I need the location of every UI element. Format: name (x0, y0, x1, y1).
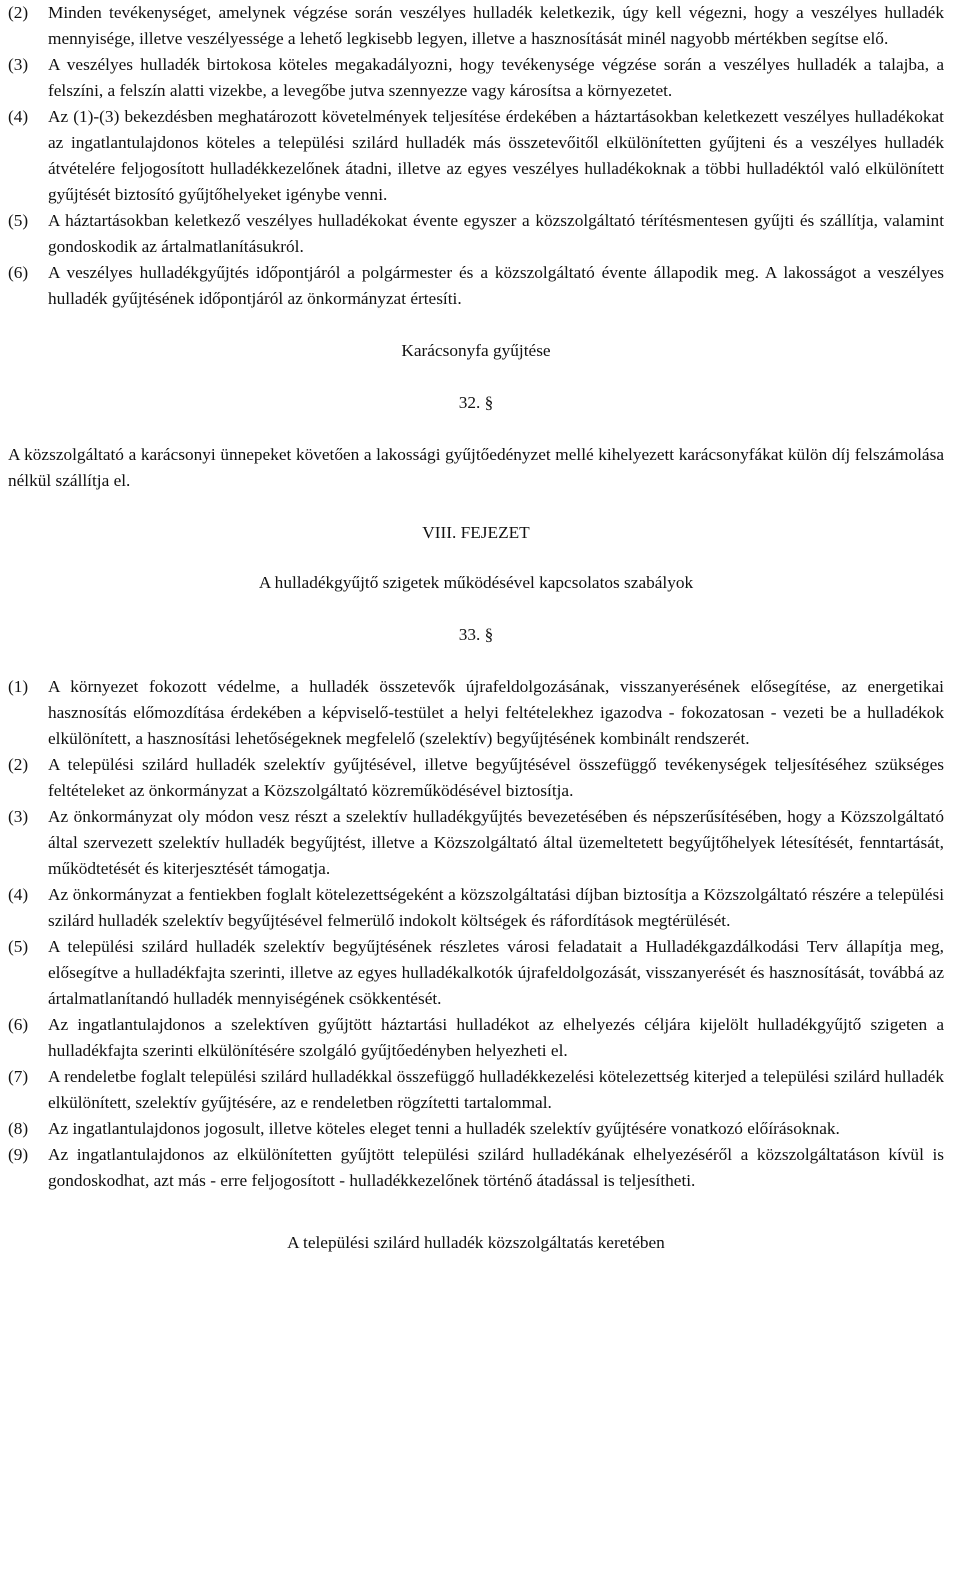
paragraph-number: (2) (8, 755, 29, 774)
paragraph-3 (8, 52, 944, 104)
section-33-number: 33. § (458, 625, 494, 644)
top-paragraphs (8, 0, 944, 312)
s33-paragraph-1 (8, 674, 944, 752)
s33-paragraph-7 (8, 1064, 944, 1116)
s33-paragraph-2 (8, 752, 944, 804)
paragraph-text: Az ingatlantulajdonos a szelektíven gyűjtött háztartási hulladékot az elhelyezés céljára kijelölt hulladékgyűjtő szigeten a hulladékfajta szerinti elkülönítésére szolgáló gyűjtőedényben helyezheti el. (48, 1015, 944, 1060)
section-32-title: Karácsonyfa gyűjtése (401, 341, 551, 360)
section-32-number: 32. § (458, 393, 494, 412)
paragraph-number: (1) (8, 677, 29, 696)
s33-paragraph-8 (8, 1116, 944, 1142)
paragraph-number: (4) (8, 885, 29, 904)
paragraph-number: (3) (8, 55, 29, 74)
chapter-label: VIII. FEJEZET (422, 523, 530, 542)
paragraph-text: Az önkormányzat oly módon vesz részt a szelektív hulladékgyűjtés bevezetésében és népszerűsítésében, hogy a Közszolgáltató által szervezett szelektív hulladék begyűjtést, illetve a Közszolgáltató által üzemeltetett begyűjtőhelyek létesítését, fenntartását, működtetését és kiterjesztését támogatja. (48, 807, 944, 878)
paragraph-text: A veszélyes hulladék birtokosa köteles megakadályozni, hogy tevékenysége végzése során a veszélyes hulladék a talajba, a felszíni, a felszín alatti vizekbe, a levegőbe jutva szennyezze vagy károsítsa a környezetet. (48, 55, 944, 100)
paragraph-text: Az ingatlantulajdonos jogosult, illetve köteles eleget tenni a hulladék szelektív gyűjtésére vonatkozó előírásoknak. (48, 1119, 840, 1138)
paragraph-text: Az önkormányzat a fentiekben foglalt kötelezettségeként a közszolgáltatási díjban biztosítja a Közszolgáltató részére a települési szilárd hulladék szelektív begyűjtésével felmerülő indokolt költségek és ráfordítások megtérülését. (48, 885, 944, 930)
document-page (8, 0, 944, 1256)
paragraph-number: (3) (8, 807, 29, 826)
paragraph-text: Az ingatlantulajdonos az elkülönítetten gyűjtött települési szilárd hulladékának elhelyezéséről a közszolgáltatáson kívül is gondoskodhat, azt más - erre feljogosított - hulladékkezelőnek történő átadással is teljesítheti. (48, 1145, 944, 1190)
paragraph-number: (4) (8, 107, 29, 126)
paragraph-4 (8, 104, 944, 208)
s33-paragraph-4 (8, 882, 944, 934)
paragraph-number: (5) (8, 937, 29, 956)
paragraph-5 (8, 208, 944, 260)
paragraph-text: Az (1)-(3) bekezdésben meghatározott követelmények teljesítése érdekében a háztartásokban keletkezett veszélyes hulladékokat az ingatlantulajdonos köteles a települési szilárd hulladék más összetevőitől elkülönítetten gyűjteni és a veszélyes hulladék átvételére feljogosított hulladékkezelőnek átadni, illetve az egyes veszélyes hulladékoknak a többi hulladéktól való elkülönített gyűjtését biztosító gyűjtőhelyeket igénybe venni. (48, 107, 944, 204)
paragraph-number: (6) (8, 1015, 29, 1034)
paragraph-number: (8) (8, 1119, 29, 1138)
paragraph-text: A veszélyes hulladékgyűjtés időpontjáról a polgármester és a közszolgáltató évente állapodik meg. A lakosságot a veszélyes hulladék gyűjtésének időpontjáról az önkormányzat értesíti. (48, 263, 944, 308)
paragraph-text: A rendeletbe foglalt települési szilárd hulladékkal összefüggő hulladékkezelési kötelezettség kiterjed a települési szilárd hulladék elkülönített, szelektív gyűjtésére, az e rendeletben rögzítetti tartalommal. (48, 1067, 944, 1112)
paragraph-text: A települési szilárd hulladék szelektív gyűjtésével, illetve begyűjtésével összefüggő tevékenységek teljesítéséhez szükséges feltételeket az önkormányzat a Közszolgáltató közreműködésével biztosítja. (48, 755, 944, 800)
chapter-title: A hulladékgyűjtő szigetek működésével kapcsolatos szabályok (258, 573, 694, 592)
s33-paragraph-6 (8, 1012, 944, 1064)
paragraph-text: Minden tevékenységet, amelynek végzése során veszélyes hulladék keletkezik, úgy kell végezni, hogy a veszélyes hulladék mennyisége, illetve veszélyessége a lehető legkisebb legyen, illetve a hasznosítását minél nagyobb mértékben segítse elő. (48, 3, 944, 48)
paragraph-text: A háztartásokban keletkező veszélyes hulladékokat évente egyszer a közszolgáltató térítésmentesen gyűjti és szállítja, valamint gondoskodik az ártalmatlanításukról. (48, 211, 944, 256)
s33-paragraph-9 (8, 1142, 944, 1194)
paragraph-text: A környezet fokozott védelme, a hulladék összetevők újrafeldolgozásának, visszanyerésének elősegítése, az energetikai hasznosítás előmozdítása érdekében a képviselő-testület a helyi feltételekhez igazodva - fokozatosan - vezeti be a hulladékok elkülönített, a hasznosítási lehetőségeknek megfelelő (szelektív) begyűjtésének kombinált rendszerét. (48, 677, 944, 748)
s33-paragraph-5 (8, 934, 944, 1012)
bottom-heading: A települési szilárd hulladék közszolgáltatás keretében (287, 1233, 665, 1252)
paragraph-text: A települési szilárd hulladék szelektív begyűjtésének részletes városi feladatait a Hulladékgazdálkodási Terv állapítja meg, elősegítve a hulladékfajta szerinti, illetve az egyes hulladékalkotók újrafeldolgozását, visszanyerését és hasznosítását, továbbá az ártalmatlanítandó hulladék mennyiségének csökkentését. (48, 937, 944, 1008)
paragraph-number: (7) (8, 1067, 29, 1086)
section-33-paragraphs (8, 674, 944, 1194)
s33-paragraph-3 (8, 804, 944, 882)
paragraph-2 (8, 0, 944, 52)
paragraph-number: (2) (8, 3, 29, 22)
paragraph-number: (6) (8, 263, 29, 282)
paragraph-number: (9) (8, 1145, 29, 1164)
paragraph-6 (8, 260, 944, 312)
section-32-text: A közszolgáltató a karácsonyi ünnepeket követően a lakossági gyűjtőedényzet mellé kihelyezett karácsonyfákat külön díj felszámolása nélkül szállítja el. (8, 445, 944, 490)
paragraph-number: (5) (8, 211, 29, 230)
